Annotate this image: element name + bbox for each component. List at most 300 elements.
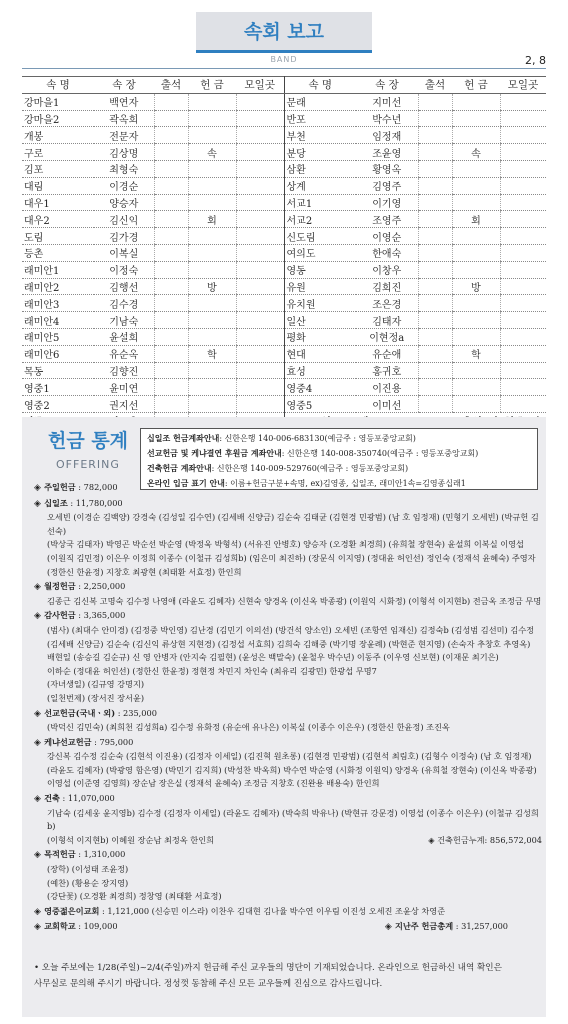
group-name: 강마을1 bbox=[22, 93, 94, 110]
group-leader: 전문자 bbox=[94, 127, 154, 144]
place-cell bbox=[500, 362, 546, 379]
section-amount: : 3,365,000 bbox=[75, 610, 126, 621]
offering-cell: 학 bbox=[188, 345, 236, 362]
table-row bbox=[22, 345, 546, 362]
offering-cell bbox=[452, 379, 500, 396]
group-name: 여의도 bbox=[284, 244, 356, 261]
offering-title: 헌금 통계 bbox=[48, 430, 129, 452]
donor-line: 김종근 김신복 고명숙 김수정 나영애 (라윤도 김혜자) 신현숙 양경옥 (이신옥 박종광) (이원익 시화정) (이형석 이지현b) 전금옥 조정금 무명 bbox=[47, 595, 542, 606]
account-label: 온라인 입금 표기 안내 bbox=[147, 478, 225, 488]
offering-subtitle: OFFERING bbox=[56, 458, 120, 471]
table-row bbox=[22, 261, 546, 278]
col-header-attendance: 출석 bbox=[154, 77, 188, 94]
diamond-bullet-icon: ◈ bbox=[34, 922, 45, 933]
offering-cell bbox=[452, 362, 500, 379]
offering-cell bbox=[188, 261, 236, 278]
table-row bbox=[22, 312, 546, 329]
group-leader: 양승자 bbox=[94, 194, 154, 211]
table-row bbox=[22, 295, 546, 312]
account-label: 건축헌금 계좌안내 bbox=[147, 463, 212, 473]
page-subtitle: BAND bbox=[270, 55, 298, 64]
place-cell bbox=[500, 379, 546, 396]
donor-line: 배현일 (송승길 김순규) 신 영 안병자 (안지숙 김필현) (윤성은 백말숙) (윤철우 박수년) 이동주 (이우영 신보현) (이재문 최기은) bbox=[47, 652, 499, 663]
summary-row bbox=[34, 919, 542, 935]
group-name: 김포 bbox=[22, 160, 94, 177]
offering-section-title bbox=[34, 792, 542, 807]
offering-cell bbox=[188, 379, 236, 396]
group-leader: 지미선 bbox=[356, 93, 418, 110]
offering-section-title bbox=[34, 707, 542, 722]
group-name: 등촌 bbox=[22, 244, 94, 261]
group-name: 일산 bbox=[284, 312, 356, 329]
offering-section-title bbox=[34, 497, 542, 512]
group-name: 삼환 bbox=[284, 160, 356, 177]
section-name: 교회학교 bbox=[44, 921, 76, 932]
page-header bbox=[0, 0, 568, 78]
table-row bbox=[22, 127, 546, 144]
place-cell bbox=[500, 261, 546, 278]
donor-line: (자녀생일) (김규영 강명지) bbox=[47, 679, 145, 690]
section-amount: : 31,257,000 bbox=[453, 921, 508, 932]
section-amount: : 2,250,000 bbox=[75, 581, 126, 592]
donor-line: 이영섭 (이준영 김영희) 장순남 장은실 (정재석 윤혜숙) 조정금 지창호 (진완용 배용숙) 한인희 bbox=[47, 778, 380, 789]
col-header-name: 속 명 bbox=[284, 77, 356, 94]
diamond-bullet-icon: ◈ bbox=[34, 611, 45, 622]
offering-list bbox=[34, 480, 542, 935]
attendance-table bbox=[22, 76, 546, 430]
group-name: 대우1 bbox=[22, 194, 94, 211]
place-cell bbox=[236, 362, 284, 379]
attendance-cell bbox=[418, 110, 452, 127]
group-leader: 조영주 bbox=[356, 211, 418, 228]
place-cell bbox=[500, 396, 546, 413]
attendance-cell bbox=[418, 211, 452, 228]
offering-cell bbox=[188, 228, 236, 245]
group-leader: 김향진 bbox=[94, 362, 154, 379]
donor-line: (이원직 김민정) 이은우 이정희 이종수 (이철규 김성희b) (임은미 최진하) (장문식 이지영) (정대윤 허인선) 정인숙 (정재석 윤혜숙) 주영자 bbox=[47, 552, 536, 563]
group-name: 유치원 bbox=[284, 295, 356, 312]
section-name: 케냐선교헌금 bbox=[44, 736, 92, 747]
group-leader: 최형숙 bbox=[94, 160, 154, 177]
section-amount: : 11,780,000 bbox=[67, 497, 123, 508]
attendance-cell bbox=[154, 144, 188, 161]
col-header-leader: 속 장 bbox=[356, 77, 418, 94]
attendance-cell bbox=[154, 396, 188, 413]
group-leader: 한애숙 bbox=[356, 244, 418, 261]
diamond-bullet-icon: ◈ bbox=[384, 922, 395, 933]
diamond-bullet-icon: ◈ bbox=[34, 498, 45, 509]
group-name: 상계 bbox=[284, 177, 356, 194]
section-name: 주일헌금 bbox=[44, 482, 76, 492]
place-cell bbox=[236, 396, 284, 413]
donor-line-with-total bbox=[34, 834, 542, 848]
offering-cell: 학 bbox=[452, 345, 500, 362]
group-name: 현대 bbox=[284, 345, 356, 362]
donor-line: 기남숙 (김세웅 윤지영b) 김수정 (김정자 이세일) (라윤도 김혜자) (박숙희 박유나) (박현규 강문경) 이영섭 (이종수 이은우) (이철규 김성희b) bbox=[47, 807, 539, 832]
offering-cell: 속 bbox=[188, 144, 236, 161]
attendance-cell bbox=[418, 160, 452, 177]
group-name: 래미안2 bbox=[22, 278, 94, 295]
donor-line: (박덕신 김민숙) (최희천 김성희a) 김수정 유화정 (유순애 유나은) 이복실 (이종수 이은우) (정한신 한윤정) 조진옥 bbox=[47, 722, 450, 733]
attendance-cell bbox=[154, 177, 188, 194]
diamond-bullet-icon: ◈ bbox=[34, 483, 45, 493]
group-name: 개봉 bbox=[22, 127, 94, 144]
attendance-cell bbox=[154, 312, 188, 329]
group-name: 도림 bbox=[22, 228, 94, 245]
group-leader: 홍귀호 bbox=[356, 362, 418, 379]
offering-cell bbox=[188, 312, 236, 329]
offering-section-title bbox=[34, 905, 542, 920]
account-text: : 신한은행 140-009-529760(예금주 : 영등포중앙교회) bbox=[211, 464, 409, 473]
group-leader: 이정숙 bbox=[94, 261, 154, 278]
offering-cell bbox=[188, 396, 236, 413]
group-leader: 유순옥 bbox=[94, 345, 154, 362]
group-leader: 백연자 bbox=[94, 93, 154, 110]
place-cell bbox=[236, 328, 284, 345]
table-row bbox=[22, 110, 546, 127]
group-leader: 김신익 bbox=[94, 211, 154, 228]
group-name: 영중5 bbox=[284, 396, 356, 413]
group-name: 문래 bbox=[284, 93, 356, 110]
place-cell bbox=[236, 278, 284, 295]
col-header-place: 모일곳 bbox=[236, 77, 284, 94]
attendance-cell bbox=[154, 211, 188, 228]
group-leader: 임정재 bbox=[356, 127, 418, 144]
group-leader: 김가경 bbox=[94, 228, 154, 245]
col-header-place: 모일곳 bbox=[500, 77, 546, 94]
attendance-cell bbox=[418, 379, 452, 396]
col-header-leader: 속 장 bbox=[94, 77, 154, 94]
group-name: 유원 bbox=[284, 278, 356, 295]
diamond-bullet-icon: ◈ bbox=[34, 708, 45, 719]
group-name: 반포 bbox=[284, 110, 356, 127]
group-name: 대우2 bbox=[22, 211, 94, 228]
attendance-cell bbox=[418, 177, 452, 194]
offering-cell: 속 bbox=[452, 144, 500, 161]
offering-cell: 방 bbox=[452, 278, 500, 295]
donor-line: (장학) (이성태 조윤정) bbox=[47, 864, 129, 875]
group-name: 분당 bbox=[284, 144, 356, 161]
table-row bbox=[22, 396, 546, 413]
group-name: 영중4 bbox=[284, 379, 356, 396]
section-name: 감사헌금 bbox=[44, 610, 76, 621]
offering-cell bbox=[452, 328, 500, 345]
offering-cell bbox=[452, 261, 500, 278]
attendance-cell bbox=[418, 362, 452, 379]
attendance-cell bbox=[418, 328, 452, 345]
group-leader: 김영주 bbox=[356, 177, 418, 194]
group-name: 영중1 bbox=[22, 379, 94, 396]
attendance-cell bbox=[418, 127, 452, 144]
table-row bbox=[22, 194, 546, 211]
group-leader: 이창우 bbox=[356, 261, 418, 278]
header-divider bbox=[22, 68, 546, 69]
offering-cell bbox=[188, 160, 236, 177]
group-name: 영중2 bbox=[22, 396, 94, 413]
offering-section-title bbox=[34, 736, 542, 751]
offering-cell bbox=[188, 110, 236, 127]
offering-cell bbox=[452, 160, 500, 177]
place-cell bbox=[500, 244, 546, 261]
group-leader: 이미선 bbox=[356, 396, 418, 413]
offering-cell: 방 bbox=[188, 278, 236, 295]
offering-cell bbox=[188, 177, 236, 194]
place-cell bbox=[500, 160, 546, 177]
col-header-attendance: 출석 bbox=[418, 77, 452, 94]
group-name: 강마을2 bbox=[22, 110, 94, 127]
place-cell bbox=[500, 93, 546, 110]
offering-cell bbox=[188, 127, 236, 144]
attendance-cell bbox=[418, 228, 452, 245]
group-name: 목동 bbox=[22, 362, 94, 379]
place-cell bbox=[236, 93, 284, 110]
donor-names: (이형석 이지현b) 이혜원 장순남 최정옥 한인희 bbox=[47, 834, 215, 845]
donor-line: (범사) (최대수 안미경) (김정중 박인영) 김난경 (김민기 이의선) (방건석 양소인) 오세빈 (조항연 임재신) 김정숙b (김성범 김선미) 김수정 bbox=[47, 624, 535, 635]
donor-line: 강신복 김수정 김순숙 (김현석 이진용) (김정자 이세일) (김진혁 원초롱) (김현경 민광범) (김현석 최림호) (김형수 이정숙) (남 호 임정재) bbox=[47, 751, 532, 762]
group-name: 영동 bbox=[284, 261, 356, 278]
attendance-cell bbox=[418, 312, 452, 329]
group-leader: 김수경 bbox=[94, 295, 154, 312]
account-text: : 이름+헌금구분+속명, ex)김영종, 십일조, 래미안1속=김영종십래1 bbox=[224, 479, 466, 488]
offering-cell bbox=[452, 177, 500, 194]
group-leader: 이복실 bbox=[94, 244, 154, 261]
offering-cell bbox=[188, 194, 236, 211]
place-cell bbox=[236, 110, 284, 127]
place-cell bbox=[500, 211, 546, 228]
table-row bbox=[22, 160, 546, 177]
table-header-row bbox=[22, 77, 546, 94]
attendance-cell bbox=[154, 278, 188, 295]
cumulative-total bbox=[428, 834, 542, 848]
offering-section-title bbox=[34, 848, 542, 863]
section-name: 건축 bbox=[44, 793, 60, 804]
place-cell bbox=[500, 228, 546, 245]
table-row bbox=[22, 362, 546, 379]
group-leader: 황영옥 bbox=[356, 160, 418, 177]
account-label: 선교헌금 및 케냐결연 후원금 계좌안내 bbox=[147, 448, 282, 458]
offering-cell bbox=[452, 110, 500, 127]
offering-cell bbox=[452, 295, 500, 312]
group-name: 래미안1 bbox=[22, 261, 94, 278]
offering-cell bbox=[188, 295, 236, 312]
place-cell bbox=[236, 177, 284, 194]
group-name: 효성 bbox=[284, 362, 356, 379]
group-leader: 권지선 bbox=[94, 396, 154, 413]
place-cell bbox=[500, 194, 546, 211]
place-cell bbox=[500, 127, 546, 144]
group-leader: 이영순 bbox=[356, 228, 418, 245]
page-numbers: 2, 8 bbox=[525, 54, 546, 67]
attendance-cell bbox=[154, 110, 188, 127]
attendance-cell bbox=[418, 278, 452, 295]
account-label: 십일조 헌금계좌안내 bbox=[147, 433, 220, 443]
table-row bbox=[22, 244, 546, 261]
place-cell bbox=[500, 295, 546, 312]
section-name: 월정헌금 bbox=[44, 581, 76, 592]
offering-cell bbox=[188, 328, 236, 345]
place-cell bbox=[236, 211, 284, 228]
offering-cell bbox=[452, 228, 500, 245]
attendance-cell bbox=[154, 345, 188, 362]
col-header-name: 속 명 bbox=[22, 77, 94, 94]
offering-cell bbox=[452, 93, 500, 110]
section-amount: : 1,310,000 bbox=[75, 849, 126, 860]
attendance-cell bbox=[154, 228, 188, 245]
place-cell bbox=[236, 228, 284, 245]
donor-line: (정한신 한윤정) 지창호 최광현 (최태환 서효정) 한인희 bbox=[47, 566, 242, 577]
section-amount: : 109,000 bbox=[75, 921, 118, 932]
group-name: 래미안6 bbox=[22, 345, 94, 362]
donor-line: (박상국 김태자) 박영곤 박순선 박순영 (박정욱 박형석) (서유진 안병호) 양승자 (오경환 최경희) (유희철 장현숙) 윤설희 이복실 이영섭 bbox=[47, 539, 524, 550]
diamond-bullet-icon: ◈ bbox=[34, 582, 45, 593]
attendance-cell bbox=[418, 194, 452, 211]
section-name: 선교헌금(국내ㆍ외) bbox=[44, 707, 116, 718]
attendance-cell bbox=[418, 396, 452, 413]
title-box bbox=[196, 12, 372, 53]
table-row bbox=[22, 177, 546, 194]
place-cell bbox=[236, 144, 284, 161]
offering-cell bbox=[452, 396, 500, 413]
place-cell bbox=[500, 144, 546, 161]
section-amount: : 235,000 bbox=[115, 707, 157, 718]
group-name: 서교1 bbox=[284, 194, 356, 211]
group-name: 구로 bbox=[22, 144, 94, 161]
table-row bbox=[22, 278, 546, 295]
attendance-cell bbox=[154, 328, 188, 345]
place-cell bbox=[236, 127, 284, 144]
offering-cell bbox=[452, 194, 500, 211]
group-leader: 곽옥희 bbox=[94, 110, 154, 127]
offering-cell bbox=[452, 127, 500, 144]
place-cell bbox=[500, 345, 546, 362]
section-name: 목적헌금 bbox=[44, 849, 76, 860]
donor-line: 이하순 (정대윤 허인선) (정한신 한윤정) 정현정 차민지 차인숙 (최유리 김광민) 한광섭 무명7 bbox=[47, 665, 377, 676]
section-amount: : 795,000 bbox=[91, 736, 134, 747]
group-name: 래미안3 bbox=[22, 295, 94, 312]
attendance-cell bbox=[154, 295, 188, 312]
place-cell bbox=[500, 312, 546, 329]
group-leader: 이진용 bbox=[356, 379, 418, 396]
offering-cell bbox=[188, 93, 236, 110]
group-leader: 유순애 bbox=[356, 345, 418, 362]
attendance-cell bbox=[154, 93, 188, 110]
section-amount: : 11,070,000 bbox=[59, 793, 115, 804]
group-name: 대림 bbox=[22, 177, 94, 194]
group-leader: 김상명 bbox=[94, 144, 154, 161]
place-cell bbox=[500, 328, 546, 345]
last-week-total bbox=[385, 920, 508, 935]
group-leader: 김행선 bbox=[94, 278, 154, 295]
footnote bbox=[34, 960, 534, 992]
attendance-cell bbox=[154, 127, 188, 144]
group-leader: 이경순 bbox=[94, 177, 154, 194]
place-cell bbox=[236, 244, 284, 261]
diamond-bullet-icon: ◈ bbox=[34, 850, 45, 861]
place-cell bbox=[500, 278, 546, 295]
group-name: 부천 bbox=[284, 127, 356, 144]
church-school-offering bbox=[34, 920, 118, 935]
donor-line: (김세배 신양금) 김순숙 (김신익 류상현 지현경) (김정섭 서효희) 김희숙 김해중 (박기명 장윤례) (박현준 현지영) (손숙자 추창호 추영옥) bbox=[47, 638, 531, 649]
place-cell bbox=[500, 110, 546, 127]
group-name: 서교2 bbox=[284, 211, 356, 228]
place-cell bbox=[236, 261, 284, 278]
place-cell bbox=[500, 177, 546, 194]
place-cell bbox=[236, 194, 284, 211]
section-amount: : 1,121,000 bbox=[99, 905, 150, 916]
attendance-cell bbox=[418, 244, 452, 261]
group-leader: 박수년 bbox=[356, 110, 418, 127]
section-name: 십일조 bbox=[44, 497, 68, 508]
attendance-cell bbox=[418, 295, 452, 312]
group-name: 평화 bbox=[284, 328, 356, 345]
attendance-cell bbox=[154, 362, 188, 379]
group-leader: 조은경 bbox=[356, 295, 418, 312]
attendance-cell bbox=[154, 261, 188, 278]
attendance-body bbox=[22, 93, 546, 429]
diamond-bullet-icon: ◈ bbox=[34, 794, 45, 805]
place-cell bbox=[236, 160, 284, 177]
place-cell bbox=[236, 295, 284, 312]
group-leader: 윤미연 bbox=[94, 379, 154, 396]
section-name: 영중젊은이교회 bbox=[44, 905, 100, 916]
account-line bbox=[147, 461, 531, 476]
offering-cell bbox=[188, 244, 236, 261]
col-header-offering: 헌 금 bbox=[188, 77, 236, 94]
donor-line: 오세빈 (이경순 김백양) 강경숙 (김성일 김수연) (김세배 신양금) 김순숙 김태균 (김현경 민광범) (남 호 임정재) (민형기 오세빈) (박규헌 김선숙) bbox=[47, 512, 539, 536]
attendance-cell bbox=[154, 194, 188, 211]
table-row bbox=[22, 211, 546, 228]
group-leader: 조윤영 bbox=[356, 144, 418, 161]
donor-line: (라윤도 김혜자) (박광영 함은영) (박민기 김지희) (박성찬 박옥희) 박수연 박순영 (시화정 이원익) 양경옥 (유희철 장현숙) (이신옥 박종광) bbox=[47, 764, 537, 775]
page-title: 속회 보고 bbox=[243, 21, 325, 43]
donor-line: (일천번제) (장서진 장서윤) bbox=[47, 692, 145, 703]
place-cell bbox=[236, 312, 284, 329]
group-leader: 윤설희 bbox=[94, 328, 154, 345]
offering-cell bbox=[452, 244, 500, 261]
offering-cell bbox=[452, 312, 500, 329]
table-row bbox=[22, 93, 546, 110]
diamond-bullet-icon: ◈ bbox=[428, 834, 438, 845]
group-name: 래미안5 bbox=[22, 328, 94, 345]
group-leader: 기남숙 bbox=[94, 312, 154, 329]
donor-line: (강단꽃) (오경환 최경희) 정창영 (최태환 서효정) bbox=[47, 891, 222, 902]
offering-section-title bbox=[34, 481, 542, 496]
group-leader: 김태자 bbox=[356, 312, 418, 329]
donor-line: (예찬) (황용순 장지영) bbox=[47, 877, 129, 888]
group-name: 래미안4 bbox=[22, 312, 94, 329]
offering-section-title bbox=[34, 580, 542, 595]
section-name: 지난주 헌금총계 bbox=[394, 921, 454, 932]
account-text: : 신한은행 140-006-683130(예금주 : 영등포중앙교회) bbox=[219, 434, 416, 443]
account-line bbox=[147, 431, 531, 446]
offering-cell: 회 bbox=[452, 211, 500, 228]
place-cell bbox=[236, 345, 284, 362]
section-amount: : 782,000 bbox=[75, 482, 118, 492]
group-name: 신도림 bbox=[284, 228, 356, 245]
diamond-bullet-icon: ◈ bbox=[34, 737, 45, 748]
attendance-cell bbox=[154, 244, 188, 261]
table-row bbox=[22, 379, 546, 396]
group-leader: 이기영 bbox=[356, 194, 418, 211]
attendance-cell bbox=[418, 261, 452, 278]
offering-section-title bbox=[34, 609, 542, 624]
footnote-line: 사무실로 문의해 주시기 바랍니다. 정성껏 동참해 주신 모든 교우들께 진심으로 감사드립니다. bbox=[34, 979, 383, 989]
attendance-cell bbox=[418, 144, 452, 161]
attendance-cell bbox=[154, 379, 188, 396]
group-leader: 이현정a bbox=[356, 328, 418, 345]
place-cell bbox=[236, 379, 284, 396]
cumulative-total-value: 건축헌금누계: 856,572,004 bbox=[437, 834, 542, 845]
